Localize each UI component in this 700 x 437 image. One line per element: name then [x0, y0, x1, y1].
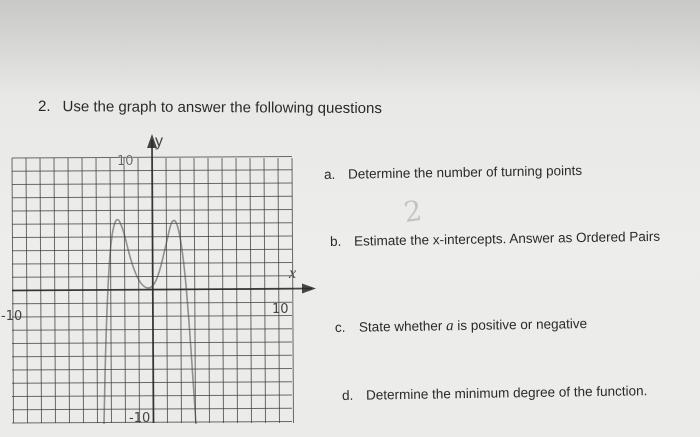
- x-axis-max-label: 10: [272, 302, 289, 317]
- grid-line-horizontal: [12, 382, 292, 384]
- y-axis: [152, 140, 154, 423]
- part-d-letter: d.: [341, 387, 354, 403]
- part-a-text: Determine the number of turning points: [347, 162, 583, 182]
- grid-line-vertical: [208, 158, 210, 423]
- grid-line-vertical: [264, 158, 266, 423]
- grid-line-horizontal: [12, 342, 292, 344]
- handwritten-answer: 2: [401, 193, 425, 230]
- grid-line-vertical: [292, 158, 294, 423]
- part-d-text: Determine the minimum degree of the function.: [365, 383, 648, 403]
- grid-line-vertical: [222, 158, 224, 423]
- x-axis-label: x: [289, 265, 297, 282]
- question-text: Use the graph to answer the following questions: [62, 98, 382, 118]
- part-c-pre: State whether: [358, 318, 447, 335]
- grid-line-horizontal: [12, 395, 292, 397]
- grid-line-horizontal: [12, 369, 292, 371]
- grid-line-horizontal: [12, 408, 292, 410]
- axes: [12, 134, 316, 423]
- grid-line-vertical: [194, 158, 196, 423]
- x-axis-min-label: -10: [1, 309, 23, 324]
- x-axis-arrow: [302, 284, 316, 294]
- y-axis-max-label: 10: [117, 154, 134, 169]
- grid-line-horizontal: [12, 355, 292, 357]
- grid-line-horizontal: [12, 316, 292, 318]
- part-a-letter: a.: [323, 166, 336, 182]
- part-c-post: is positive or negative: [453, 316, 588, 334]
- part-c-variable: a: [445, 318, 454, 335]
- question-number: 2.: [37, 98, 51, 116]
- part-b-text: Estimate the x-intercepts. Answer as Ordered Pairs: [353, 228, 661, 249]
- grid-line-vertical: [180, 158, 182, 423]
- grid-line-vertical: [250, 158, 252, 423]
- part-c-letter: c.: [334, 319, 346, 335]
- grid-line-vertical: [166, 158, 168, 423]
- y-axis-min-label: -10: [129, 411, 151, 426]
- grid-line-horizontal: [12, 422, 292, 424]
- grid-line-horizontal: [12, 329, 292, 331]
- y-axis-label: y: [155, 133, 163, 150]
- part-b-letter: b.: [329, 233, 342, 249]
- grid-line-vertical: [236, 158, 238, 423]
- x-axis: [12, 289, 312, 291]
- grid-line-vertical: [278, 158, 280, 423]
